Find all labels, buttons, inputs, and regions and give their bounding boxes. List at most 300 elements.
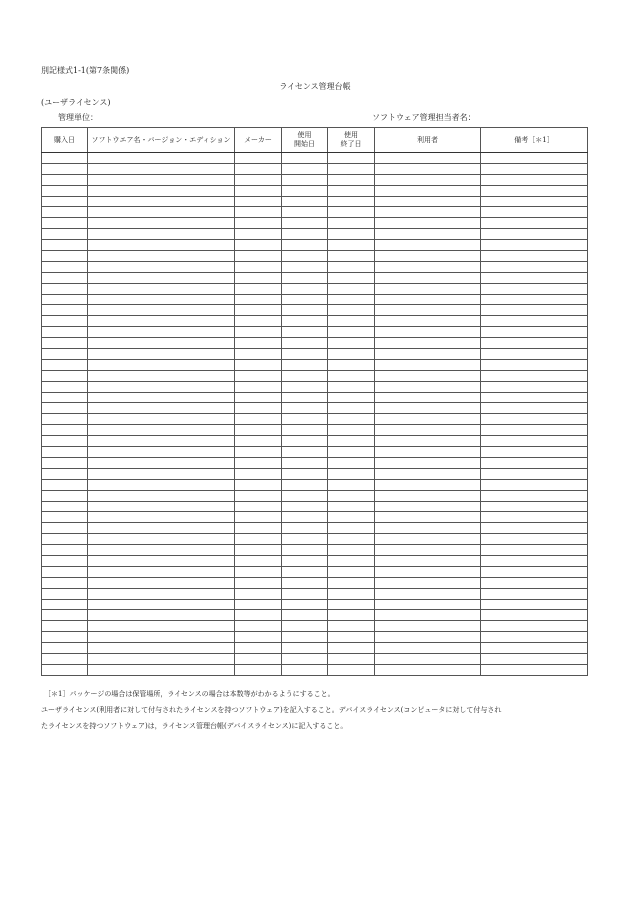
table-cell[interactable] (235, 349, 282, 360)
table-cell[interactable] (375, 566, 481, 577)
table-cell[interactable] (235, 403, 282, 414)
table-cell[interactable] (328, 468, 375, 479)
table-cell[interactable] (481, 229, 588, 240)
table-cell[interactable] (282, 229, 328, 240)
table-cell[interactable] (282, 272, 328, 283)
table-cell[interactable] (282, 436, 328, 447)
table-cell[interactable] (328, 643, 375, 654)
table-cell[interactable] (375, 643, 481, 654)
table-cell[interactable] (375, 316, 481, 327)
table-cell[interactable] (282, 338, 328, 349)
table-cell[interactable] (88, 261, 235, 272)
table-cell[interactable] (481, 261, 588, 272)
table-cell[interactable] (328, 370, 375, 381)
table-cell[interactable] (481, 240, 588, 251)
table-cell[interactable] (375, 468, 481, 479)
table-cell[interactable] (88, 621, 235, 632)
table-cell[interactable] (88, 447, 235, 458)
table-cell[interactable] (328, 577, 375, 588)
table-cell[interactable] (88, 283, 235, 294)
table-cell[interactable] (42, 643, 88, 654)
table-cell[interactable] (375, 272, 481, 283)
table-cell[interactable] (328, 534, 375, 545)
table-cell[interactable] (88, 555, 235, 566)
table-cell[interactable] (88, 479, 235, 490)
table-cell[interactable] (235, 555, 282, 566)
table-cell[interactable] (375, 218, 481, 229)
table-cell[interactable] (235, 294, 282, 305)
table-cell[interactable] (42, 163, 88, 174)
table-cell[interactable] (88, 610, 235, 621)
table-cell[interactable] (235, 163, 282, 174)
table-cell[interactable] (481, 316, 588, 327)
table-cell[interactable] (481, 349, 588, 360)
table-cell[interactable] (328, 512, 375, 523)
table-cell[interactable] (481, 425, 588, 436)
table-cell[interactable] (375, 305, 481, 316)
table-cell[interactable] (481, 403, 588, 414)
table-cell[interactable] (235, 479, 282, 490)
table-cell[interactable] (481, 643, 588, 654)
table-cell[interactable] (481, 577, 588, 588)
table-cell[interactable] (282, 196, 328, 207)
table-cell[interactable] (282, 392, 328, 403)
table-cell[interactable] (42, 599, 88, 610)
table-cell[interactable] (42, 174, 88, 185)
table-cell[interactable] (328, 414, 375, 425)
table-cell[interactable] (282, 523, 328, 534)
table-cell[interactable] (42, 229, 88, 240)
table-cell[interactable] (42, 370, 88, 381)
table-cell[interactable] (375, 523, 481, 534)
table-cell[interactable] (42, 305, 88, 316)
table-cell[interactable] (88, 599, 235, 610)
table-cell[interactable] (235, 196, 282, 207)
table-cell[interactable] (235, 534, 282, 545)
table-cell[interactable] (235, 653, 282, 664)
table-cell[interactable] (328, 610, 375, 621)
table-cell[interactable] (88, 174, 235, 185)
table-cell[interactable] (481, 610, 588, 621)
table-cell[interactable] (481, 327, 588, 338)
table-cell[interactable] (88, 534, 235, 545)
table-cell[interactable] (328, 588, 375, 599)
table-cell[interactable] (282, 588, 328, 599)
table-cell[interactable] (42, 338, 88, 349)
table-cell[interactable] (235, 338, 282, 349)
table-cell[interactable] (235, 251, 282, 262)
table-cell[interactable] (328, 599, 375, 610)
table-cell[interactable] (88, 653, 235, 664)
table-cell[interactable] (88, 381, 235, 392)
table-cell[interactable] (328, 338, 375, 349)
table-cell[interactable] (88, 457, 235, 468)
table-cell[interactable] (282, 512, 328, 523)
table-cell[interactable] (282, 359, 328, 370)
table-cell[interactable] (328, 174, 375, 185)
table-cell[interactable] (235, 523, 282, 534)
table-cell[interactable] (88, 468, 235, 479)
table-cell[interactable] (88, 425, 235, 436)
table-cell[interactable] (42, 479, 88, 490)
table-cell[interactable] (235, 327, 282, 338)
table-cell[interactable] (328, 196, 375, 207)
table-cell[interactable] (235, 305, 282, 316)
table-cell[interactable] (328, 403, 375, 414)
table-cell[interactable] (42, 272, 88, 283)
table-cell[interactable] (235, 468, 282, 479)
table-cell[interactable] (88, 196, 235, 207)
table-cell[interactable] (282, 664, 328, 675)
table-cell[interactable] (328, 283, 375, 294)
table-cell[interactable] (42, 523, 88, 534)
table-cell[interactable] (88, 403, 235, 414)
table-cell[interactable] (481, 501, 588, 512)
table-cell[interactable] (282, 501, 328, 512)
table-cell[interactable] (481, 479, 588, 490)
table-cell[interactable] (375, 381, 481, 392)
table-cell[interactable] (375, 512, 481, 523)
table-cell[interactable] (282, 632, 328, 643)
table-cell[interactable] (235, 643, 282, 654)
table-cell[interactable] (375, 283, 481, 294)
table-cell[interactable] (42, 621, 88, 632)
table-cell[interactable] (42, 349, 88, 360)
table-cell[interactable] (481, 207, 588, 218)
table-cell[interactable] (235, 229, 282, 240)
table-cell[interactable] (235, 664, 282, 675)
table-cell[interactable] (375, 632, 481, 643)
table-cell[interactable] (481, 566, 588, 577)
table-cell[interactable] (328, 621, 375, 632)
table-cell[interactable] (42, 632, 88, 643)
table-cell[interactable] (88, 272, 235, 283)
table-cell[interactable] (282, 370, 328, 381)
table-cell[interactable] (42, 468, 88, 479)
table-cell[interactable] (235, 457, 282, 468)
table-cell[interactable] (375, 621, 481, 632)
table-cell[interactable] (42, 251, 88, 262)
table-cell[interactable] (282, 153, 328, 164)
table-cell[interactable] (375, 185, 481, 196)
table-cell[interactable] (282, 610, 328, 621)
table-cell[interactable] (42, 577, 88, 588)
table-cell[interactable] (88, 349, 235, 360)
table-cell[interactable] (328, 436, 375, 447)
table-cell[interactable] (328, 664, 375, 675)
table-cell[interactable] (235, 545, 282, 556)
table-cell[interactable] (235, 621, 282, 632)
table-cell[interactable] (375, 349, 481, 360)
table-cell[interactable] (282, 207, 328, 218)
table-cell[interactable] (88, 370, 235, 381)
table-cell[interactable] (375, 163, 481, 174)
table-cell[interactable] (481, 436, 588, 447)
table-cell[interactable] (42, 414, 88, 425)
table-cell[interactable] (88, 545, 235, 556)
table-cell[interactable] (375, 479, 481, 490)
table-cell[interactable] (328, 229, 375, 240)
table-cell[interactable] (235, 610, 282, 621)
table-cell[interactable] (235, 588, 282, 599)
table-cell[interactable] (42, 490, 88, 501)
table-cell[interactable] (88, 523, 235, 534)
table-cell[interactable] (42, 207, 88, 218)
table-cell[interactable] (42, 447, 88, 458)
table-cell[interactable] (282, 599, 328, 610)
table-cell[interactable] (42, 512, 88, 523)
table-cell[interactable] (235, 392, 282, 403)
table-cell[interactable] (328, 381, 375, 392)
table-cell[interactable] (375, 610, 481, 621)
table-cell[interactable] (328, 653, 375, 664)
table-cell[interactable] (375, 588, 481, 599)
table-cell[interactable] (282, 185, 328, 196)
table-cell[interactable] (88, 436, 235, 447)
table-cell[interactable] (282, 425, 328, 436)
table-cell[interactable] (88, 664, 235, 675)
table-cell[interactable] (328, 479, 375, 490)
table-cell[interactable] (88, 294, 235, 305)
table-cell[interactable] (328, 447, 375, 458)
table-cell[interactable] (42, 240, 88, 251)
table-cell[interactable] (328, 261, 375, 272)
table-cell[interactable] (328, 240, 375, 251)
table-cell[interactable] (42, 664, 88, 675)
table-cell[interactable] (42, 566, 88, 577)
table-cell[interactable] (328, 207, 375, 218)
table-cell[interactable] (88, 588, 235, 599)
table-cell[interactable] (481, 468, 588, 479)
table-cell[interactable] (481, 534, 588, 545)
table-cell[interactable] (328, 251, 375, 262)
table-cell[interactable] (235, 283, 282, 294)
table-cell[interactable] (42, 196, 88, 207)
table-cell[interactable] (88, 501, 235, 512)
table-cell[interactable] (375, 414, 481, 425)
table-cell[interactable] (375, 229, 481, 240)
table-cell[interactable] (88, 153, 235, 164)
table-cell[interactable] (481, 294, 588, 305)
table-cell[interactable] (328, 359, 375, 370)
table-cell[interactable] (375, 534, 481, 545)
table-cell[interactable] (481, 218, 588, 229)
table-cell[interactable] (481, 512, 588, 523)
table-cell[interactable] (282, 283, 328, 294)
table-cell[interactable] (481, 196, 588, 207)
table-cell[interactable] (42, 555, 88, 566)
table-cell[interactable] (328, 294, 375, 305)
table-cell[interactable] (88, 632, 235, 643)
table-cell[interactable] (328, 218, 375, 229)
table-cell[interactable] (328, 566, 375, 577)
table-cell[interactable] (282, 174, 328, 185)
table-cell[interactable] (481, 490, 588, 501)
table-cell[interactable] (282, 261, 328, 272)
table-cell[interactable] (282, 349, 328, 360)
table-cell[interactable] (235, 316, 282, 327)
table-cell[interactable] (282, 240, 328, 251)
table-cell[interactable] (235, 566, 282, 577)
table-cell[interactable] (235, 577, 282, 588)
table-cell[interactable] (282, 381, 328, 392)
table-cell[interactable] (481, 359, 588, 370)
table-cell[interactable] (328, 555, 375, 566)
table-cell[interactable] (42, 457, 88, 468)
table-cell[interactable] (235, 218, 282, 229)
table-cell[interactable] (328, 185, 375, 196)
table-cell[interactable] (235, 381, 282, 392)
table-cell[interactable] (481, 153, 588, 164)
table-cell[interactable] (328, 392, 375, 403)
table-cell[interactable] (282, 490, 328, 501)
table-cell[interactable] (481, 392, 588, 403)
table-cell[interactable] (328, 163, 375, 174)
table-cell[interactable] (88, 240, 235, 251)
table-cell[interactable] (481, 381, 588, 392)
table-cell[interactable] (375, 653, 481, 664)
table-cell[interactable] (375, 153, 481, 164)
table-cell[interactable] (328, 490, 375, 501)
table-cell[interactable] (481, 163, 588, 174)
table-cell[interactable] (88, 577, 235, 588)
table-cell[interactable] (282, 566, 328, 577)
table-cell[interactable] (481, 272, 588, 283)
table-cell[interactable] (88, 251, 235, 262)
table-cell[interactable] (42, 653, 88, 664)
table-cell[interactable] (282, 468, 328, 479)
table-cell[interactable] (88, 229, 235, 240)
table-cell[interactable] (88, 392, 235, 403)
table-cell[interactable] (375, 338, 481, 349)
table-cell[interactable] (481, 283, 588, 294)
table-cell[interactable] (282, 479, 328, 490)
table-cell[interactable] (42, 403, 88, 414)
table-cell[interactable] (481, 338, 588, 349)
table-cell[interactable] (375, 490, 481, 501)
table-cell[interactable] (481, 185, 588, 196)
table-cell[interactable] (375, 196, 481, 207)
table-cell[interactable] (235, 436, 282, 447)
table-cell[interactable] (88, 163, 235, 174)
table-cell[interactable] (481, 555, 588, 566)
table-cell[interactable] (375, 174, 481, 185)
table-cell[interactable] (481, 174, 588, 185)
table-cell[interactable] (481, 447, 588, 458)
table-cell[interactable] (88, 512, 235, 523)
table-cell[interactable] (375, 207, 481, 218)
table-cell[interactable] (42, 436, 88, 447)
table-cell[interactable] (375, 370, 481, 381)
table-cell[interactable] (235, 185, 282, 196)
table-cell[interactable] (88, 414, 235, 425)
table-cell[interactable] (42, 588, 88, 599)
table-cell[interactable] (282, 653, 328, 664)
table-cell[interactable] (88, 327, 235, 338)
table-cell[interactable] (282, 621, 328, 632)
table-cell[interactable] (481, 523, 588, 534)
table-cell[interactable] (282, 457, 328, 468)
table-cell[interactable] (235, 153, 282, 164)
table-cell[interactable] (235, 490, 282, 501)
table-cell[interactable] (282, 534, 328, 545)
table-cell[interactable] (282, 294, 328, 305)
table-cell[interactable] (328, 632, 375, 643)
table-cell[interactable] (42, 425, 88, 436)
table-cell[interactable] (42, 392, 88, 403)
table-cell[interactable] (42, 545, 88, 556)
table-cell[interactable] (282, 545, 328, 556)
table-cell[interactable] (481, 664, 588, 675)
table-cell[interactable] (375, 599, 481, 610)
table-cell[interactable] (88, 338, 235, 349)
table-cell[interactable] (481, 305, 588, 316)
table-cell[interactable] (328, 272, 375, 283)
table-cell[interactable] (235, 414, 282, 425)
table-cell[interactable] (282, 414, 328, 425)
table-cell[interactable] (42, 327, 88, 338)
table-cell[interactable] (481, 457, 588, 468)
table-cell[interactable] (282, 577, 328, 588)
table-cell[interactable] (481, 545, 588, 556)
table-cell[interactable] (375, 436, 481, 447)
table-cell[interactable] (235, 261, 282, 272)
table-cell[interactable] (481, 588, 588, 599)
table-cell[interactable] (282, 555, 328, 566)
table-cell[interactable] (328, 305, 375, 316)
table-cell[interactable] (42, 218, 88, 229)
table-cell[interactable] (88, 305, 235, 316)
table-cell[interactable] (235, 632, 282, 643)
table-cell[interactable] (88, 218, 235, 229)
table-cell[interactable] (88, 643, 235, 654)
table-cell[interactable] (42, 185, 88, 196)
table-cell[interactable] (42, 283, 88, 294)
table-cell[interactable] (328, 327, 375, 338)
table-cell[interactable] (88, 490, 235, 501)
table-cell[interactable] (481, 653, 588, 664)
table-cell[interactable] (235, 501, 282, 512)
table-cell[interactable] (375, 392, 481, 403)
table-cell[interactable] (282, 327, 328, 338)
table-cell[interactable] (375, 457, 481, 468)
table-cell[interactable] (375, 403, 481, 414)
table-cell[interactable] (235, 174, 282, 185)
table-cell[interactable] (282, 163, 328, 174)
table-cell[interactable] (481, 632, 588, 643)
table-cell[interactable] (481, 621, 588, 632)
table-cell[interactable] (88, 316, 235, 327)
table-cell[interactable] (235, 599, 282, 610)
table-cell[interactable] (375, 294, 481, 305)
table-cell[interactable] (235, 370, 282, 381)
table-cell[interactable] (235, 447, 282, 458)
table-cell[interactable] (375, 327, 481, 338)
table-cell[interactable] (375, 447, 481, 458)
table-cell[interactable] (235, 272, 282, 283)
table-cell[interactable] (282, 403, 328, 414)
table-cell[interactable] (375, 555, 481, 566)
table-cell[interactable] (375, 545, 481, 556)
table-cell[interactable] (328, 457, 375, 468)
table-cell[interactable] (282, 305, 328, 316)
table-cell[interactable] (235, 240, 282, 251)
table-cell[interactable] (328, 349, 375, 360)
table-cell[interactable] (375, 251, 481, 262)
table-cell[interactable] (235, 425, 282, 436)
table-cell[interactable] (328, 153, 375, 164)
table-cell[interactable] (375, 664, 481, 675)
